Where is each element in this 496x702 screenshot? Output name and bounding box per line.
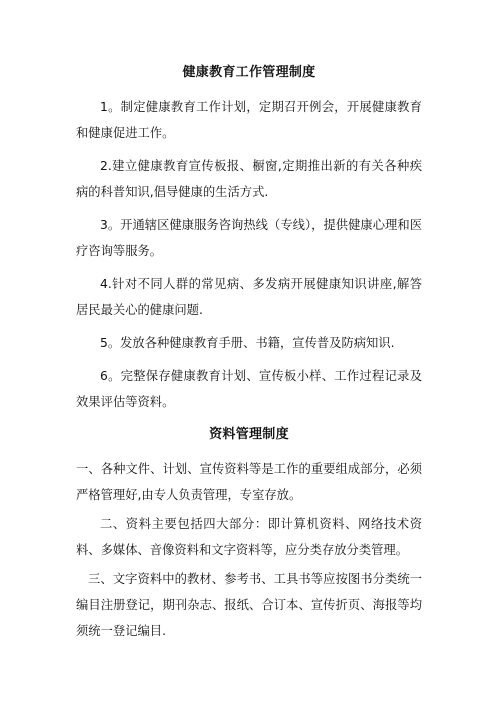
health-rule-2: 2.建立健康教育宣传板报、橱窗,定期推出新的有关各种疾病的科普知识,倡导健康的生活方式. — [76, 159, 422, 199]
records-rule-3: 三、文字资料中的教材、参考书、工具书等应按图书分类统一编目注册登记，期刊杂志、报纸、合订本、宣传折页、海报等均须统一登记编目. — [76, 572, 422, 638]
section-title-records-management: 资料管理制度 — [209, 427, 289, 442]
records-rule-2: 二、资料主要包括四大部分：即计算机资料、网络技术资料、多媒体、音像资料和文字资料等，应分类存放分类管理。 — [76, 517, 422, 557]
records-rule-1: 一、各种文件、计划、宣传资料等是工作的重要组成部分，必须严格管理好,由专人负责管理，专室存放。 — [76, 462, 422, 502]
health-rule-3: 3。开通辖区健康服务咨询热线（专线），提供健康心理和医疗咨询等服务。 — [76, 218, 422, 258]
document-content — [76, 60, 422, 651]
health-rule-5: 5。发放各种健康教育手册、书籍，宣传普及防病知识. — [100, 336, 395, 350]
health-rule-4: 4.针对不同人群的常见病、多发病开展健康知识讲座,解答居民最关心的健康问题. — [76, 277, 422, 317]
health-rule-6: 6。完整保存健康教育计划、宣传板小样、工作过程记录及效果评估等资料。 — [76, 369, 422, 409]
health-rule-1: 1。制定健康教育工作计划，定期召开例会，开展健康教育和健康促进工作。 — [76, 100, 422, 140]
section-title-health-education: 健康教育工作管理制度 — [182, 65, 316, 80]
